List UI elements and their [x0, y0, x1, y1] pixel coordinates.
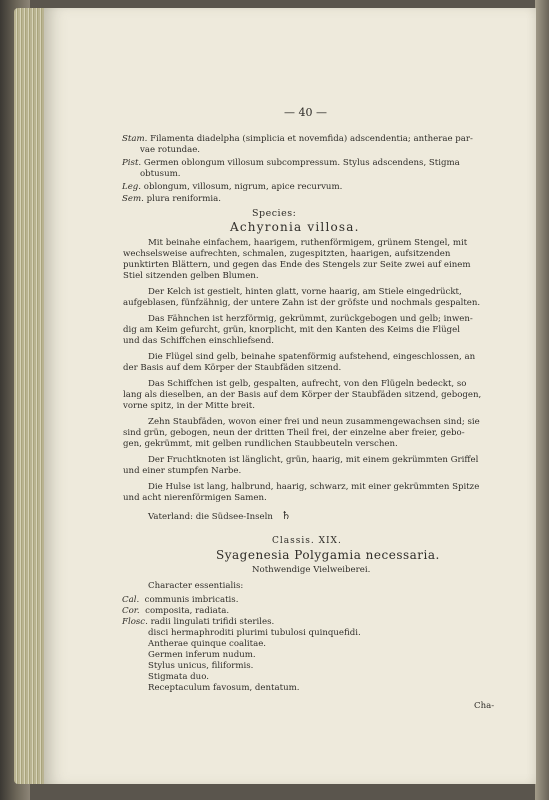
para5-line1: Das Schiffchen ist gelb, gespalten, aufrecht, von den Flügeln bedeckt, so: [148, 379, 467, 389]
line-label: Pist.: [122, 158, 142, 168]
para6-line3: gen, gekrümmt, mit gelben rundlichen Staubbeuteln verschen.: [123, 439, 398, 449]
char-line-8: Stigmata duo.: [148, 672, 209, 682]
char-line-7: Stylus unicus, filiformis.: [148, 661, 254, 671]
para1-line2: wechselsweise aufrechten, schmalen, zugespitzten, haarigen, aufsitzenden: [123, 249, 451, 259]
char-line-3: [122, 617, 274, 627]
para2-line1: Der Kelch ist gestielt, hinten glatt, vorne haarig, am Stiele eingedrückt,: [148, 287, 462, 297]
top-line-4: [140, 169, 181, 179]
line-text: radii lingulati trifidi steriles.: [150, 617, 275, 627]
line-label: Flosc.: [122, 617, 148, 627]
para2-line2: aufgeblasen, fünfzähnig, der untere Zahn ist der gröfste und nochmals gespalten.: [123, 298, 481, 308]
char-line-5: Antherae quinque coalitae.: [148, 639, 267, 649]
page-edges: [14, 8, 46, 784]
top-line-6: [122, 194, 221, 204]
line-text: obtusum.: [140, 169, 181, 179]
vaterland-line: [148, 511, 291, 522]
character-essentialis: Character essentialis:: [148, 581, 244, 591]
line-text: Filamenta diadelpha (simplicia et novemfida) adscendentia; antherae par-: [150, 134, 473, 144]
para3-line1: Das Fähnchen ist herzförmig, gekrümmt, zurückgebogen und gelb; inwen-: [148, 314, 473, 324]
saturn-symbol: ♄: [281, 509, 291, 522]
para5-line2: lang als dieselben, an der Basis auf dem Körper der Staubfäden sitzend, gebogen,: [123, 390, 482, 400]
para7-line2: und einer stumpfen Narbe.: [123, 466, 242, 476]
line-text: oblongum, villosum, nigrum, apice recurvum.: [143, 182, 343, 192]
para3-line3: und das Schiffchen einschliefsend.: [123, 336, 275, 346]
species-name: Achyronia villosa.: [230, 220, 360, 234]
para1-line1: Mit beinahe einfachem, haarigem, ruthenförmigem, grünem Stengel, mit: [148, 238, 468, 248]
para4-line1: Die Flügel sind gelb, beinahe spatenförmig aufstehend, eingeschlossen, an: [148, 352, 476, 362]
top-line-3: [122, 158, 460, 168]
line-text: vae rotundae.: [140, 145, 201, 155]
line-label: Stam.: [122, 134, 148, 144]
line-text: composita, radiata.: [145, 606, 230, 616]
species-label: Species:: [252, 208, 297, 219]
char-line-9: Receptaculum favosum, dentatum.: [148, 683, 300, 693]
para6-line1: Zehn Staubfäden, wovon einer frei und neun zusammengewachsen sind; sie: [148, 417, 480, 427]
book-page: [44, 8, 536, 784]
classis-heading: Classis. XIX.: [272, 536, 342, 546]
page-number: — 40 —: [284, 106, 327, 119]
para7-line1: Der Fruchtknoten ist länglicht, grün, haarig, mit einem gekrümmten Griffel: [148, 455, 479, 465]
top-line-5: [122, 182, 342, 192]
nothwendige-subheading: Nothwendige Vielweiberei.: [252, 565, 371, 575]
char-line-4: disci hermaphroditi plurimi tubulosi quinquefidi.: [148, 628, 361, 638]
char-line-1: [122, 595, 238, 605]
line-text: plura reniformia.: [146, 194, 222, 204]
book-right-edge: [535, 0, 549, 800]
vaterland-text: Vaterland: die Südsee-Inseln: [148, 512, 273, 522]
syngenesia-heading: Syagenesia Polygamia necessaria.: [216, 548, 440, 562]
char-line-6: Germen inferum nudum.: [148, 650, 256, 660]
top-line-2: [140, 145, 200, 155]
line-label: Leg.: [122, 182, 142, 192]
para6-line2: sind grün, gebogen, neun der dritten Theil frei, der einzelne aber freier, gebo-: [123, 428, 465, 438]
line-label: Cal.: [122, 595, 140, 605]
top-line-1: [122, 134, 473, 144]
para1-line3: punktirten Blättern, und gegen das Ende des Stengels zur Seite zwei auf einem: [123, 260, 471, 270]
line-text: Germen oblongum villosum subcompressum. Stylus adscendens, Stigma: [143, 158, 460, 168]
para8-line2: und acht nierenförmigen Samen.: [123, 493, 267, 503]
para8-line1: Die Hulse ist lang, halbrund, haarig, schwarz, mit einer gekrümmten Spitze: [148, 482, 480, 492]
para4-line2: der Basis auf dem Körper der Staubfäden sitzend.: [123, 363, 342, 373]
line-text: communis imbricatis.: [144, 595, 239, 605]
line-label: Cor.: [122, 606, 140, 616]
catchword: Cha-: [474, 701, 495, 711]
para5-line3: vorne spitz, in der Mitte breit.: [123, 401, 255, 411]
char-line-2: [122, 606, 229, 616]
para3-line2: dig am Keim gefurcht, grün, knorplicht, mit den Kanten des Keims die Flügel: [123, 325, 461, 335]
para1-line4: Stiel sitzenden gelben Blumen.: [123, 271, 259, 281]
line-label: Sem.: [122, 194, 144, 204]
